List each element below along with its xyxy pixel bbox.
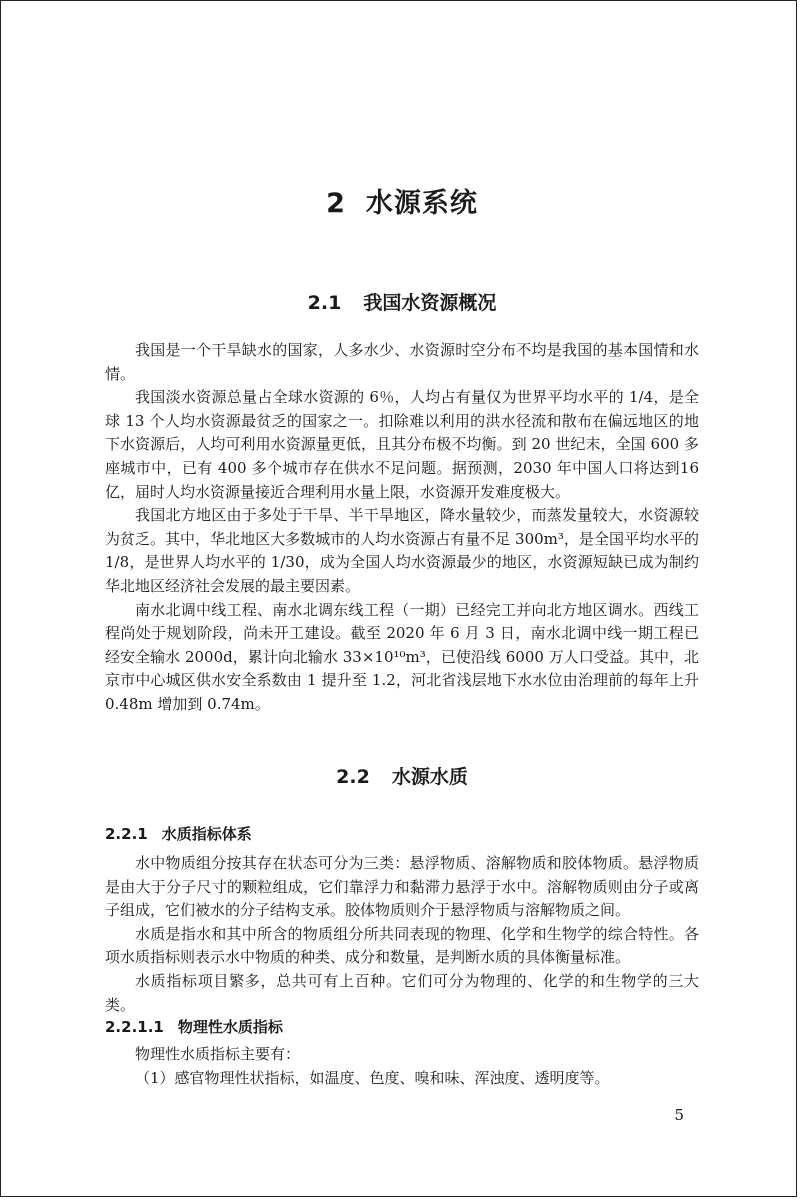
section-number: 2.2	[336, 766, 370, 788]
chapter-title	[105, 181, 699, 220]
subsection-2-2-1-body	[105, 852, 699, 1017]
subsection-heading-2-2-1	[105, 823, 252, 844]
chapter-title-text: 水源系统	[365, 188, 478, 219]
subsection-number: 2.2.1.1	[105, 1018, 164, 1036]
paragraph: 我国是一个干旱缺水的国家，人多水少、水资源时空分布不均是我国的基本国情和水情。	[105, 341, 699, 383]
subsection-title-text: 水质指标体系	[161, 825, 252, 843]
section-number: 2.1	[307, 292, 342, 314]
paragraph: 我国淡水资源总量占全球水资源的 6％，人均占有量仅为世界平均水平的 1/4，是全球 13 个人均水资源最贫乏的国家之一。扣除难以利用的洪水径流和散布在偏远地区的地下水资源后，人均可利用水资源量更低，且其分布极不均衡。到 20 世纪末，全国 600 多座城市中，已有 400 多个城市存在供水不足问题。据预测，2030 年中国人口将达到16 亿，届时人均水资源量接近合理利用水量上限，水资源开发难度极大。	[105, 388, 699, 501]
chapter-number: 2	[326, 188, 346, 219]
subsection-title-text: 物理性水质指标	[177, 1018, 283, 1036]
subsection-2-2-1-1-body	[105, 1043, 699, 1090]
paragraph: 我国北方地区由于多处于干旱、半干旱地区，降水量较少，而蒸发量较大，水资源较为贫乏。其中，华北地区大多数城市的人均水资源占有量不足 300m³，是全国平均水平的 1/8，是世界人均水平的 1/30，成为全国人均水资源最少的地区，水资源短缺已成为制约华北地区经济社会发展的最主要因素。	[105, 506, 699, 595]
paragraph: 南水北调中线工程、南水北调东线工程（一期）已经完工并向北方地区调水。西线工程尚处于规划阶段，尚未开工建设。截至 2020 年 6 月 3 日，南水北调中线一期工程已经安全输水 2000d，累计向北输水 33×10¹⁰m³，已使沿线 6000 万人口受益。其中，北京市中心城区供水安全系数由 1 提升至 1.2，河北省浅层地下水水位由治理前的每年上升 0.48m 增加到 0.74m。	[105, 600, 699, 713]
page-number: 5	[674, 1106, 684, 1124]
section-heading-2-2	[105, 762, 699, 789]
subsection-number: 2.2.1	[105, 825, 148, 843]
subsection-heading-2-2-1-1	[105, 1016, 283, 1037]
paragraph: 水质指标项目繁多，总共可有上百种。它们可分为物理的、化学的和生物学的三大类。	[105, 971, 699, 1014]
section-title-text: 水源水质	[391, 766, 468, 788]
list-item: （1）感官物理性状指标，如温度、色度、嗅和味、浑浊度、透明度等。	[135, 1068, 610, 1087]
section-heading-2-1	[105, 288, 699, 315]
paragraph-intro: 物理性水质指标主要有：	[135, 1045, 301, 1063]
paragraph: 水中物质组分按其存在状态可分为三类：悬浮物质、溶解物质和胶体物质。悬浮物质是由大于分子尺寸的颗粒组成，它们靠浮力和黏滞力悬浮于水中。溶解物质则由分子或离子组成，它们被水的分子结构支承。胶体物质则介于悬浮物质与溶解物质之间。	[105, 854, 699, 920]
section-2-1-body	[105, 339, 699, 717]
section-title-text: 我国水资源概况	[363, 292, 497, 314]
paragraph: 水质是指水和其中所含的物质组分所共同表现的物理、化学和生物学的综合特性。各项水质指标则表示水中物质的种类、成分和数量，是判断水质的具体衡量标准。	[105, 924, 699, 967]
